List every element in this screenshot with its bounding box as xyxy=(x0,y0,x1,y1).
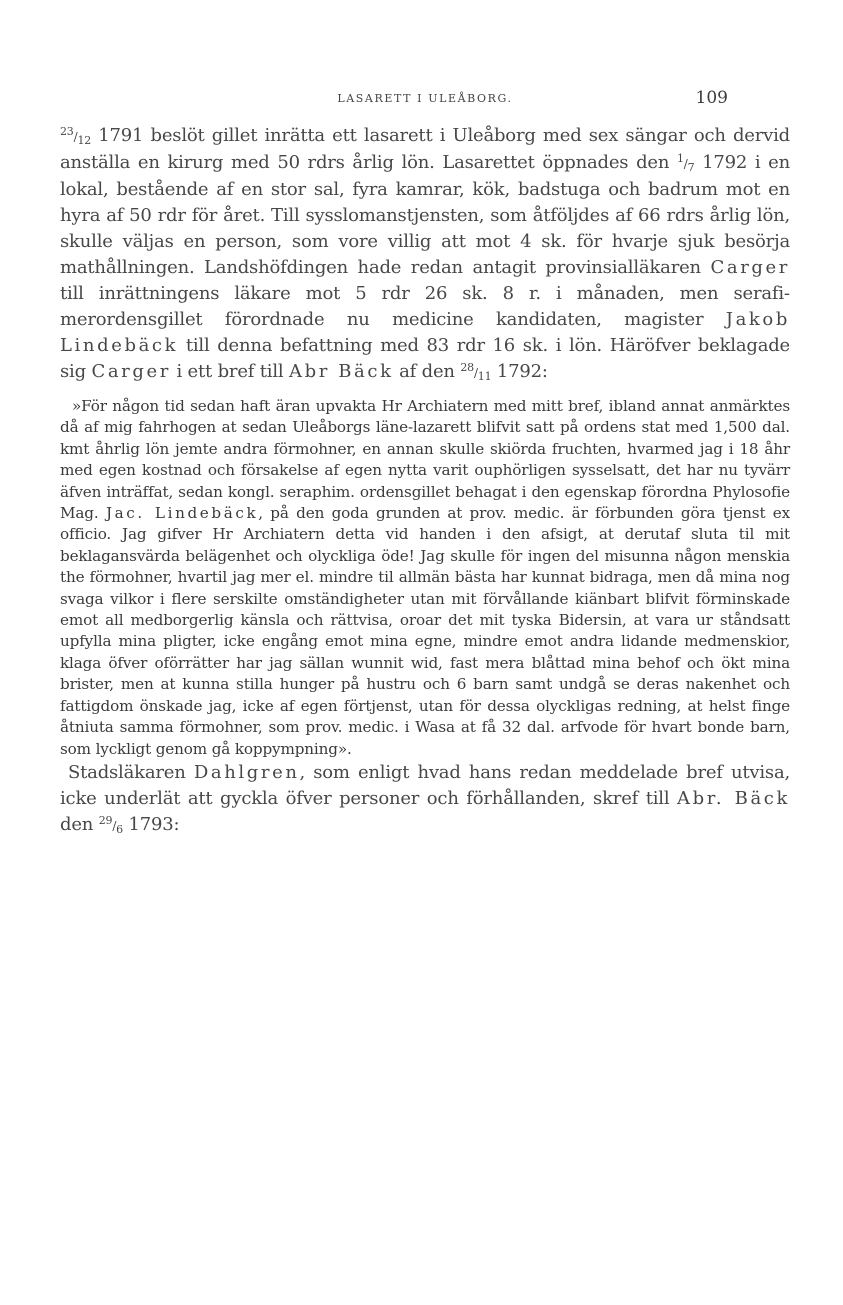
paragraph-1: $^{23}/_{12}$ 1791 beslöt gillet inrätta ett lasarett i Uleåborg med sex sängar och dervid anställa en kirurg med 50 rdrs årlig lön. Lasarettet öppnades den $^1/_7$ 1792 i en lokal, bestående af en stor sal, fyra kamrar, kök, badstuga och badrum mot en hyra af 50 rdr för året. Till sysslomanstjensten, som åtföljdes af 66 rdrs årlig lön, skulle väljas en person, som vore villig att mot 4 sk. för hvarje sjuk besörja mathållningen. Landshöfdingen hade redan antagit provinsialläkaren Carger till inrättningens läkare mot 5 rdr 26 sk. 8 r. i månaden, men serafimerordensgillet förordnade nu medicine kandidaten, magister Jakob Lindebäck till denna befattning med 83 rdr 16 sk. i lön. Häröfver beklagade sig Carger i ett bref till Abr Bäck af den $^{28}/_{11}$ 1792: xyxy=(60,125,790,383)
date-fraction: $^{28}/_{11}$ xyxy=(460,361,492,383)
running-title: LASARETT I ULEÅBORG. xyxy=(337,92,513,105)
body-text xyxy=(60,123,790,839)
date-fraction: $^{29}/_6$ xyxy=(98,813,123,836)
block-quote xyxy=(60,396,790,760)
quote-paragraph: »För någon tid sedan haft äran upvakta Hr Archiatern med mitt bref, ibland annat anmärktes då af mig fahrhogen at sedan Uleåborgs läne-lazarett blifvit satt på ordens stat med 1,500 dal. kmt åhrlig lön jemte andra förmohner, en annan skulle skiörda fruchten, hvarmed jag i 18 åhr med egen kostnad och försakelse af egen nytta varit ouphörligen sysselsatt, det har nu tyvärr äfven inträffat, sedan kongl. seraphim. ordensgillet behagat i den egenskap förordna Phylosofie Mag. Jac. Lindebäck, på den goda grunden at prov. medic. är förbunden göra tjenst ex officio. Jag gifver Hr Archiatern detta vid handen i den afsigt, at derutaf sluta til mit beklagansvärda belägenhet och olyckliga öde! Jag skulle för ingen del misunna någon menskia the förmohner, hvartil jag mer el. mindre til allmän bästa har kunnat bidraga, men då mina nog svaga vilkor i flere serskilte omständigheter utan mit förvållande kiänbart blifvit förminskade emot all medborgerlig känsla och rättvisa, oroar det mit tyska Bidersin, at vara ur ståndsatt upfylla mina pligter, icke engång emot mina egne, mindre emot andra lidande medmenskior, klaga öfver oförrätter har jag sällan wunnit wid, fast mera blåttad mina behof och ökt mina brister, men at kunna stilla hunger på hustru och 6 barn samt undgå se deras nakenhet och fattigdom önskade jag, icke af egen förtjenst, utan för dessa olyckligas redning, at helst finge åtniuta samma förmohner, som prov. medic. i Wasa at få 32 dal. arfvode för hvart bonde barn, som lyckligt genom gå koppympning». xyxy=(60,397,791,758)
paragraph-2: Stadsläkaren Dahlgren, som enligt hvad hans redan meddelade bref utvisa, icke underlät att gyckla öfver personer och förhållanden, skref till Abr. Bäck den $^{29}/_6$ 1793: xyxy=(60,761,790,836)
date-fraction: $^1/_7$ xyxy=(676,152,695,174)
page-number: 109 xyxy=(695,88,728,108)
date-fraction: $^{23}/_{12}$ xyxy=(60,125,92,147)
person-name: Abr Bäck xyxy=(288,361,394,382)
person-name: Jac. Lindebäck xyxy=(105,504,259,523)
person-name: Dahlgren xyxy=(193,761,300,783)
person-name: Carger xyxy=(91,361,171,382)
person-name: Abr. Bäck xyxy=(676,787,790,809)
page-header xyxy=(60,88,790,110)
person-name: Carger xyxy=(710,257,790,278)
person-name: Jakob Lindebäck xyxy=(60,309,790,356)
